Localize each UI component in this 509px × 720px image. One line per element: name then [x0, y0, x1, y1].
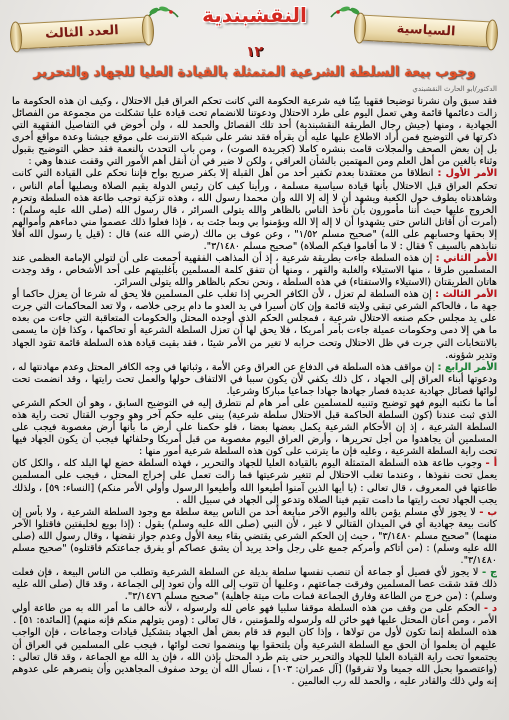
issue-label: العدد الثالث — [44, 23, 120, 42]
article-paragraph-point-2 — [12, 253, 497, 289]
article-author: الدكتور/ابو الحارث النقشبندي — [412, 85, 497, 93]
publication-name: النقشبندية — [202, 3, 307, 27]
article-title: وجوب بيعة السلطة الشرعية المتمثلة بالقيادة العليا للجهاد والتحرير — [33, 64, 476, 80]
item-label: د - — [484, 603, 497, 615]
paragraph-text: إن هذه السلطة جاءت بطريقة شرعية ، إذ أن المذاهب الفقهية أجمعت على أن لتولي الإمامة العظمى عند المسلمين طرقا ، منها الاستيلاء والغلبة والقهر ، ومنها أن تتفق كلمة المسلمين بأغلبيتهم على أحد الأشخاص ، وقد وجدت هاتان الطريقتان (الاستيلاء والاستفتاء) في هذه السلطة ، ونحن نحكم بالظاهر والله يتولى السرائر. — [12, 253, 497, 289]
article-paragraph-conclusion — [12, 627, 497, 687]
paragraph-text: إن مواقف هذه السلطة في الدفاع عن العراق وعن الأمة ، وثباتها في وجه الكافر المحتل وعدم مهادنتها له ، ودعوتها أبناء العراق إلى الجهاد ، كل ذلك يكفي لأن يكون سببا في الالتفاف حولها والعمل تحت رايتها ، وقد انضمت تحت لوائها فصائل جهادية عديدة فصار جهادها جهادا جماعيا مباركا وشرعيا. — [12, 361, 497, 397]
point-label: الأمر الثالث : — [435, 289, 497, 301]
article-paragraph-intro — [12, 96, 497, 168]
item-label: ج - — [482, 567, 497, 579]
point-label: الأمر الأول : — [437, 168, 497, 180]
article-paragraph-item-a — [12, 458, 497, 506]
section-label: السياسية — [396, 21, 456, 40]
paragraph-text: فقد سبق وأن نشرنا توضيحا فقهيا بيّنا فيه شرعية الحكومة التي كانت تحكم العراق قبل الاحتلال ، وكيف أن هذه الحكومة ما زالت دعائمها قائمة وهي تعمل اليوم على طرد الاحتلال ودعوتنا للانضمام تحت قيادة عليا تشكلت من مجموعة من الفصائل الجهادية ، ومنها (جيش رجال الطريقة النقشبندية) أحد تلك الفصائل والحمد لله ، ولن أخوض في التفاصيل الفقهية التي ذكرتها في التوضيح فمن أراد الاطلاع عليها عليه أن يقرأه فقد نشر على شبكة الانترنت على موقع جيشنا وعدة مواقع أخرى بل إن بعض الصحف والمجلات قامت بنشره كاملا (كجريدة الصوت) ، ومن باب التحدث بالنعمة فقد حظي التوضيح بقبول وثناء بالغين من أهل العلم ومن المهتمين بالشأن العراقي ، ولكن لا ضير في أن أنقل أهم الأمور التي وقفت عندها وهي : — [12, 96, 497, 168]
paragraph-text: هذه السلطة إنما تكون لأول من تولاها ، وإذا كان اليوم قد قام بعض أهل الجهاد بتشكيل قيادات وجماعات ، فإن الواجب عليهم أن يعلموا أن الحق مع السلطة الشرعية وأن يلتحقوا بها وينضموا تحت لوائها ، فيجب على المسلمين في العراق أن يجتمعوا تحت راية القيادة العليا للجهاد والتحرير حتى يتم طرد المحتل بإذن الله ، فإن يد الله مع الجماعة ، وقد قال تعالى : (واعتصموا بحبل الله جميعا ولا تفرقوا) [آل عمران: ١٠٣] ، نسأل الله أن يوحد صفوف المجاهدين وأن ينصرهم على عدوهم إنه ولي ذلك والقادر عليه ، والحمد لله رب العالمين . — [12, 627, 497, 687]
item-label: أ - — [485, 458, 497, 470]
point-label: الأمر الرابع : — [437, 361, 497, 373]
masthead — [0, 0, 509, 60]
paragraph-text: لا يجوز لأي فصيل أو جماعة أن تنصب نفسها سلطة بديلة عن السلطة الشرعية وتطلب من الناس البيعة ، فإن فعلت ذلك فقد شقت عصا المسلمين وفرقت جماعتهم ، وعليها أن تتوب إلى الله وأن تعود إلى الجماعة ، وقد قال (صلى الله عليه وسلم) : (من خرج من الطاعة وفارق الجماعة فمات مات ميتة جاهلية) "صحيح مسلم ٣/١٤٧٦". — [12, 567, 497, 603]
article-paragraph-clarification — [12, 398, 497, 458]
paragraph-text: وجوب طاعة هذه السلطة المتمثلة اليوم بالقيادة العليا للجهاد والتحرير ، فهذه السلطة خضع لها البلد كله ، والكل كان يعمل تحت نفوذها ، وعندما تغلب الاحتلال لم تتغير شرعيتها فما زالت تعمل على إخراج المحتل ، فيجب على المسلمين طاعتها في المعروف ، قال تعالى : (يا أيها الذين آمنوا أطيعوا الله وأطيعوا الرسول وأولي الأمر منكم) [النساء: ٥٩] ، ولذلك يجب الجهاد تحت رايتها ما دامت تقيم فينا الصلاة وتدعو إلى الجهاد في سبيل الله . — [12, 458, 497, 506]
paragraph-text: أما ما نكتبه اليوم فهو توضيح وتنبيه للمسلمين على أمر هام لم نتطرق إليه في التوضيح السابق ، وهو أن الحكم الشرعي الذي ثبت عندنا (كون السلطة الحاكمة قبل الاحتلال سلطة شرعية) يبنى عليه حكم آخر وهو وجوب القتال تحت راية هذه السلطة الشرعية ، إذ إن الأحكام الشرعية يكمل بعضها بعضا ، فلو حكمنا على أرض ما بأنها أرض مغصوبة فيجب على المسلمين أن يجاهدوا من أجل تحريرها ، وأرض العراق اليوم مغصوبة من قبل أمريكا وحلفائها فيجب أن يكون الجهاد فيها تحت راية السلطة الشرعية ، وعليه فإن ما يترتب على كون هذه السلطة شرعية أمور منها : — [12, 397, 497, 458]
article-paragraph-item-d — [12, 603, 497, 627]
article-paragraph-item-c — [12, 567, 497, 603]
article-paragraph-point-3 — [12, 289, 497, 361]
article-body-text — [12, 96, 497, 688]
article-body — [12, 96, 497, 714]
article-paragraph-item-b — [12, 507, 497, 567]
article-paragraph-point-4 — [12, 362, 497, 398]
paragraph-text: إن هذه السلطة لم تعزل ، لأن الكافر الحربي إذا تغلب على المسلمين فلا يحق له شرعا أن يعزل حاكما أو جهة ما ، فالحاكم الشرعي تبقى ولايته قائمة وإن كان أسيرا في يد العدو ما دام يرجى خلاصه ، ولا تعد المحاكمات التي جرت على يد مجلس حكم صنعه الاحتلال شرعية ، فمجلس الحكم الذي أوجده المحتل والحكومات المتعاقبة التي جاءت من بعده ما هي إلا دمى وحكومات عميلة جاءت بأمر أمريكا ، فلا يحق لها أن تعزل السلطة الشرعية أو تحاكمها ، وكذا فإن ما يسمى بالانتخابات التي جرت في ظل الاحتلال وتحت حرابه لا تغير من الأمر شيئا ، فقد بقيت قيادة هذه السلطة قائمة تقود الجهاد وتدير شؤونه. — [12, 289, 497, 361]
paragraph-text: الحكم على من وقف من هذه السلطة موقفا سلبيا فهو عاص لله ولرسوله ، لأنه خالف ما أمر الله به من طاعة أولي الأمر ، ومن أعان المحتل عليها فهو خائن لله ولرسوله وللمؤمنين ، قال تعالى : (ومن يتولهم منكم فإنه منهم) [المائدة: ٥١] . — [12, 603, 497, 627]
paragraph-text: انطلاقا من معتقدنا بعدم تكفير أحد من أهل القبلة إلا بكفر صريح بواح فإننا نحكم على القيادة التي كانت تحكم العراق قبل الاحتلال بأنها قيادة سياسية مسلمة ، ورأينا كيف كان رئيس الدولة يقيم الصلاة ويصليها أمام الناس ، وشاهدناه يطوف حول الكعبة ويشهد أن لا إله إلا الله وأن محمدا رسول الله ، وهذه تزكية توجب طاعة هذه السلطة وتحرم الخروج عليها حيث أننا مأمورون بأن نأخذ الناس بالظاهر والله يتولى السرائر ، قال رسول الله (صلى الله عليه وسلم) : (أمرت أن أقاتل الناس حتى يشهدوا أن لا إله إلا الله ويؤمنوا بي وبما جئت به ، فإذا فعلوا ذلك عصموا مني دماءهم وأموالهم إلا بحقها وحسابهم على الله) "صحيح مسلم ١/٥٢" ، وعن عوف بن مالك (رضي الله عنه) قال : (قيل يا رسول الله أفلا ننابذهم بالسيف ؟ فقال : لا ما أقاموا فيكم الصلاة) "صحيح مسلم ٣/١٤٨٠". — [12, 168, 497, 252]
paragraph-text: لا يجوز لأي مسلم يؤمن بالله واليوم الآخر مبايعة أحد من الناس بيعة سلطة مع وجود السلطة الشرعية ، ولا بأس إن كانت بيعة جهادية أي في الميدان القتالي لا غير ، لأن النبي (صلى الله عليه وسلم) يقول : (إذا بويع لخليفتين فاقتلوا الآخر منهما) "صحيح مسلم ٣/١٤٨٠" ، حيث إن الحكم الشرعي يقتضي بقاء بيعة الأول وعدم جواز نقضها ، وقال رسول الله (صلى الله عليه وسلم) : (من أتاكم وأمركم جميع على رجل واحد يريد أن يشق عصاكم أو يفرق جماعتكم فاقتلوه) "صحيح مسلم ٣/١٤٨٠". — [12, 506, 497, 566]
item-label: ب - — [479, 506, 497, 518]
point-label: الأمر الثاني : — [435, 253, 497, 265]
article-paragraph-point-1 — [12, 168, 497, 253]
page-number: ١٢ — [245, 44, 264, 60]
